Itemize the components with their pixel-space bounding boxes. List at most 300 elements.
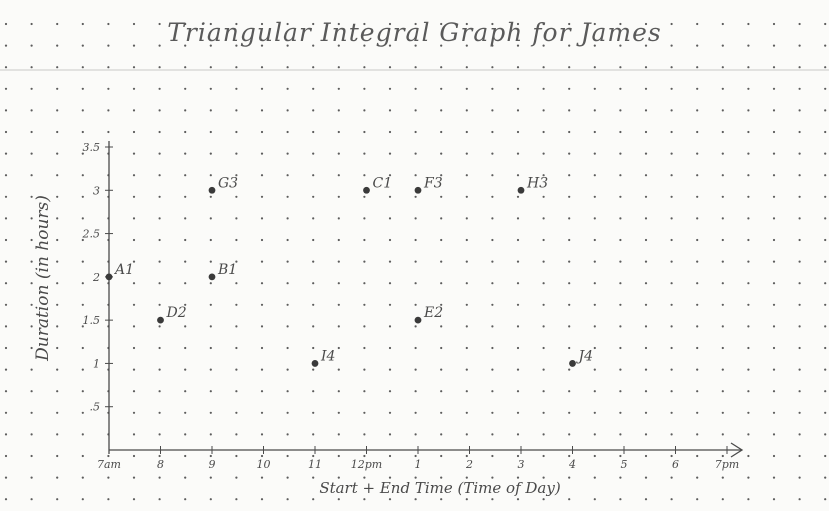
grid-dot bbox=[543, 217, 545, 219]
grid-dot bbox=[56, 433, 58, 435]
grid-dot bbox=[594, 88, 596, 90]
grid-dot bbox=[747, 455, 749, 457]
grid-dot bbox=[287, 217, 289, 219]
grid-dot bbox=[184, 196, 186, 198]
point-label-b1: B1 bbox=[218, 261, 238, 278]
grid-dot bbox=[491, 239, 493, 241]
grid-dot bbox=[722, 131, 724, 133]
grid-dot bbox=[31, 174, 33, 176]
grid-dot bbox=[415, 196, 417, 198]
grid-dot bbox=[543, 369, 545, 371]
grid-dot bbox=[363, 109, 365, 111]
grid-dot bbox=[517, 261, 519, 263]
grid-dot bbox=[287, 347, 289, 349]
grid-dot bbox=[5, 239, 7, 241]
grid-dot bbox=[133, 498, 135, 500]
grid-dot bbox=[338, 88, 340, 90]
grid-dot bbox=[568, 109, 570, 111]
grid-dot bbox=[594, 347, 596, 349]
grid-dot bbox=[261, 369, 263, 371]
x-tick-label: 2 bbox=[466, 458, 473, 471]
grid-dot bbox=[210, 239, 212, 241]
grid-dot bbox=[184, 477, 186, 479]
grid-dot bbox=[696, 66, 698, 68]
grid-dot bbox=[543, 347, 545, 349]
grid-dot bbox=[594, 131, 596, 133]
grid-dot bbox=[645, 109, 647, 111]
grid-dot bbox=[747, 433, 749, 435]
grid-dot bbox=[415, 369, 417, 371]
grid-dot bbox=[440, 390, 442, 392]
grid-dot bbox=[645, 412, 647, 414]
grid-dot bbox=[491, 455, 493, 457]
grid-dot bbox=[5, 282, 7, 284]
grid-dot bbox=[415, 109, 417, 111]
grid-dot bbox=[568, 282, 570, 284]
point-label-e2: E2 bbox=[424, 305, 444, 322]
grid-dot bbox=[645, 239, 647, 241]
grid-dot bbox=[159, 369, 161, 371]
grid-dot bbox=[287, 174, 289, 176]
grid-dot bbox=[747, 153, 749, 155]
grid-dot bbox=[440, 196, 442, 198]
y-tick-label: 2 bbox=[93, 270, 100, 284]
grid-dot bbox=[363, 369, 365, 371]
grid-dot bbox=[235, 325, 237, 327]
grid-dot bbox=[338, 498, 340, 500]
grid-dot bbox=[338, 261, 340, 263]
grid-dot bbox=[645, 433, 647, 435]
grid-dot bbox=[799, 433, 801, 435]
grid-dot bbox=[312, 261, 314, 263]
grid-dot bbox=[287, 433, 289, 435]
grid-dot bbox=[645, 174, 647, 176]
grid-dot bbox=[568, 390, 570, 392]
grid-dot bbox=[312, 153, 314, 155]
grid-dot bbox=[338, 131, 340, 133]
grid-dot bbox=[235, 153, 237, 155]
grid-dot bbox=[466, 88, 468, 90]
grid-dot bbox=[517, 66, 519, 68]
grid-dot bbox=[671, 369, 673, 371]
grid-dot bbox=[440, 455, 442, 457]
grid-dot bbox=[466, 174, 468, 176]
grid-dot bbox=[312, 369, 314, 371]
x-axis-label: Start + End Time (Time of Day) bbox=[319, 479, 561, 497]
grid-dot bbox=[671, 196, 673, 198]
grid-dot bbox=[671, 217, 673, 219]
grid-dot bbox=[31, 131, 33, 133]
grid-dot bbox=[56, 455, 58, 457]
grid-dot bbox=[82, 217, 84, 219]
grid-dot bbox=[184, 66, 186, 68]
grid-dot bbox=[235, 498, 237, 500]
grid-dot bbox=[491, 347, 493, 349]
grid-dot bbox=[799, 282, 801, 284]
grid-dot bbox=[440, 433, 442, 435]
grid-dot bbox=[261, 477, 263, 479]
grid-dot bbox=[671, 455, 673, 457]
grid-dot bbox=[159, 217, 161, 219]
grid-dot bbox=[184, 412, 186, 414]
grid-dot bbox=[389, 131, 391, 133]
grid-dot bbox=[389, 369, 391, 371]
grid-dot bbox=[619, 88, 621, 90]
grid-dot bbox=[671, 282, 673, 284]
grid-dot bbox=[159, 88, 161, 90]
grid-dot bbox=[799, 325, 801, 327]
grid-dot bbox=[82, 66, 84, 68]
x-tick-label: 10 bbox=[256, 458, 271, 471]
grid-dot bbox=[5, 196, 7, 198]
grid-dot bbox=[568, 304, 570, 306]
grid-dot bbox=[619, 196, 621, 198]
grid-dot bbox=[594, 477, 596, 479]
data-point-b1 bbox=[209, 273, 216, 280]
grid-dot bbox=[5, 412, 7, 414]
grid-dot bbox=[338, 369, 340, 371]
grid-dot bbox=[363, 347, 365, 349]
grid-dot bbox=[107, 455, 109, 457]
grid-dot bbox=[184, 261, 186, 263]
grid-dot bbox=[363, 390, 365, 392]
grid-dot bbox=[440, 369, 442, 371]
grid-dot bbox=[747, 369, 749, 371]
grid-dot bbox=[415, 88, 417, 90]
grid-dot bbox=[645, 88, 647, 90]
grid-dot bbox=[671, 66, 673, 68]
grid-dot bbox=[312, 498, 314, 500]
grid-dot bbox=[773, 498, 775, 500]
grid-dot bbox=[491, 261, 493, 263]
grid-dot bbox=[440, 347, 442, 349]
grid-dot bbox=[82, 109, 84, 111]
grid-dot bbox=[722, 498, 724, 500]
grid-dot bbox=[133, 88, 135, 90]
grid-dot bbox=[363, 196, 365, 198]
grid-dot bbox=[235, 369, 237, 371]
grid-dot bbox=[773, 325, 775, 327]
grid-dot bbox=[184, 390, 186, 392]
y-tick-label: .5 bbox=[89, 400, 100, 414]
grid-dot bbox=[619, 153, 621, 155]
grid-dot bbox=[415, 282, 417, 284]
grid-dot bbox=[235, 390, 237, 392]
grid-dot bbox=[338, 239, 340, 241]
grid-dot bbox=[363, 174, 365, 176]
grid-dot bbox=[415, 153, 417, 155]
grid-dot bbox=[184, 282, 186, 284]
grid-dot bbox=[210, 433, 212, 435]
grid-dot bbox=[543, 390, 545, 392]
grid-dot bbox=[363, 325, 365, 327]
grid-dot bbox=[31, 369, 33, 371]
grid-dot bbox=[747, 109, 749, 111]
grid-dot bbox=[517, 109, 519, 111]
grid-dot bbox=[133, 412, 135, 414]
grid-dot bbox=[773, 217, 775, 219]
grid-dot bbox=[287, 412, 289, 414]
grid-dot bbox=[722, 412, 724, 414]
chart-title: Triangular Integral Graph for James bbox=[167, 18, 662, 47]
grid-dot bbox=[210, 304, 212, 306]
grid-dot bbox=[594, 109, 596, 111]
x-tick-label: 7am bbox=[97, 458, 121, 471]
grid-dot bbox=[312, 109, 314, 111]
grid-dot bbox=[5, 498, 7, 500]
grid-dot bbox=[619, 217, 621, 219]
grid-dot bbox=[799, 498, 801, 500]
grid-dot bbox=[466, 390, 468, 392]
grid-dot bbox=[543, 88, 545, 90]
point-label-i4: I4 bbox=[321, 348, 336, 365]
grid-dot bbox=[747, 88, 749, 90]
grid-dot bbox=[594, 390, 596, 392]
grid-dot bbox=[568, 433, 570, 435]
grid-dot bbox=[440, 498, 442, 500]
grid-dot bbox=[287, 261, 289, 263]
grid-dot bbox=[747, 196, 749, 198]
grid-dot bbox=[5, 304, 7, 306]
grid-dot bbox=[415, 412, 417, 414]
grid-dot bbox=[773, 109, 775, 111]
grid-dot bbox=[338, 217, 340, 219]
grid-dot bbox=[722, 261, 724, 263]
grid-dot bbox=[5, 433, 7, 435]
grid-dot bbox=[747, 261, 749, 263]
grid-dot bbox=[363, 498, 365, 500]
grid-dot bbox=[184, 131, 186, 133]
grid-dot bbox=[466, 109, 468, 111]
grid-dot bbox=[184, 153, 186, 155]
grid-dot bbox=[773, 455, 775, 457]
grid-dot bbox=[645, 369, 647, 371]
grid-dot bbox=[619, 369, 621, 371]
grid-dot bbox=[56, 217, 58, 219]
grid-dot bbox=[5, 369, 7, 371]
grid-dot bbox=[799, 88, 801, 90]
grid-dot bbox=[389, 498, 391, 500]
grid-dot bbox=[824, 239, 826, 241]
grid-dot bbox=[82, 412, 84, 414]
grid-dot bbox=[671, 261, 673, 263]
x-tick-label: 1 bbox=[414, 458, 422, 471]
grid-dot bbox=[645, 66, 647, 68]
grid-dot bbox=[415, 174, 417, 176]
grid-dot bbox=[671, 433, 673, 435]
grid-dot bbox=[338, 433, 340, 435]
grid-dot bbox=[696, 196, 698, 198]
grid-dot bbox=[594, 174, 596, 176]
grid-dot bbox=[159, 347, 161, 349]
grid-dot bbox=[517, 174, 519, 176]
grid-dot bbox=[159, 390, 161, 392]
grid-dot bbox=[338, 196, 340, 198]
grid-dot bbox=[363, 261, 365, 263]
grid-dot bbox=[671, 304, 673, 306]
grid-dot bbox=[645, 390, 647, 392]
grid-dot bbox=[133, 369, 135, 371]
grid-dot bbox=[31, 412, 33, 414]
grid-dot bbox=[287, 390, 289, 392]
grid-dot bbox=[594, 325, 596, 327]
grid-dot bbox=[824, 153, 826, 155]
grid-dot bbox=[773, 153, 775, 155]
grid-dot bbox=[619, 239, 621, 241]
grid-dot bbox=[722, 217, 724, 219]
grid-dot bbox=[210, 477, 212, 479]
grid-dot bbox=[568, 153, 570, 155]
grid-dot bbox=[389, 261, 391, 263]
grid-dot bbox=[338, 282, 340, 284]
grid-dot bbox=[31, 455, 33, 457]
grid-dot bbox=[491, 498, 493, 500]
grid-dot bbox=[210, 369, 212, 371]
grid-dot bbox=[261, 433, 263, 435]
grid-dot bbox=[287, 88, 289, 90]
grid-dot bbox=[645, 196, 647, 198]
grid-dot bbox=[287, 153, 289, 155]
grid-dot bbox=[389, 196, 391, 198]
grid-dot bbox=[235, 109, 237, 111]
grid-dot bbox=[56, 477, 58, 479]
grid-dot bbox=[415, 498, 417, 500]
grid-dot bbox=[491, 174, 493, 176]
grid-dot bbox=[389, 304, 391, 306]
grid-dot bbox=[568, 325, 570, 327]
grid-dot bbox=[107, 131, 109, 133]
grid-dot bbox=[440, 217, 442, 219]
grid-dot bbox=[415, 217, 417, 219]
grid-dot bbox=[799, 455, 801, 457]
grid-dot bbox=[287, 325, 289, 327]
grid-dot bbox=[287, 455, 289, 457]
grid-dot bbox=[133, 196, 135, 198]
grid-dot bbox=[491, 66, 493, 68]
grid-dot bbox=[671, 325, 673, 327]
grid-dot bbox=[82, 261, 84, 263]
grid-dot bbox=[696, 477, 698, 479]
grid-dot bbox=[184, 498, 186, 500]
grid-dot bbox=[491, 369, 493, 371]
grid-dot bbox=[824, 282, 826, 284]
grid-dot bbox=[799, 369, 801, 371]
grid-dot bbox=[261, 282, 263, 284]
grid-dot bbox=[133, 455, 135, 457]
grid-dot bbox=[5, 131, 7, 133]
grid-dot bbox=[159, 261, 161, 263]
grid-dot bbox=[235, 477, 237, 479]
grid-dot bbox=[82, 455, 84, 457]
grid-dot bbox=[799, 390, 801, 392]
grid-dot bbox=[671, 477, 673, 479]
grid-dot bbox=[261, 88, 263, 90]
grid-dot bbox=[235, 196, 237, 198]
grid-dot bbox=[747, 347, 749, 349]
grid-dot bbox=[210, 66, 212, 68]
grid-dot bbox=[568, 66, 570, 68]
grid-dot bbox=[799, 174, 801, 176]
grid-dot bbox=[696, 369, 698, 371]
grid-dot bbox=[466, 66, 468, 68]
grid-dot bbox=[491, 304, 493, 306]
grid-dot bbox=[56, 66, 58, 68]
grid-dot bbox=[773, 174, 775, 176]
grid-dot bbox=[5, 347, 7, 349]
grid-dot bbox=[696, 347, 698, 349]
grid-dot bbox=[799, 153, 801, 155]
grid-dot bbox=[722, 109, 724, 111]
grid-dot bbox=[722, 477, 724, 479]
grid-dot bbox=[133, 217, 135, 219]
grid-dot bbox=[517, 153, 519, 155]
grid-dot bbox=[747, 325, 749, 327]
grid-dot bbox=[722, 196, 724, 198]
grid-dot bbox=[312, 88, 314, 90]
grid-dot bbox=[31, 88, 33, 90]
grid-dot bbox=[261, 66, 263, 68]
grid-dot bbox=[5, 66, 7, 68]
grid-dot bbox=[722, 347, 724, 349]
grid-dot bbox=[517, 455, 519, 457]
grid-dot bbox=[568, 412, 570, 414]
y-tick-label: 1 bbox=[93, 357, 100, 371]
grid-dot bbox=[696, 261, 698, 263]
grid-dot bbox=[5, 109, 7, 111]
grid-dot bbox=[338, 66, 340, 68]
grid-dot bbox=[773, 66, 775, 68]
grid-dot bbox=[82, 88, 84, 90]
grid-dot bbox=[824, 304, 826, 306]
grid-dot bbox=[363, 282, 365, 284]
grid-dot bbox=[440, 131, 442, 133]
grid-dot bbox=[824, 477, 826, 479]
data-points bbox=[106, 175, 593, 367]
point-label-c1: C1 bbox=[372, 175, 393, 192]
grid-dot bbox=[184, 217, 186, 219]
grid-dot bbox=[773, 477, 775, 479]
grid-dot bbox=[287, 304, 289, 306]
x-tick-label: 4 bbox=[569, 458, 576, 471]
grid-dot bbox=[440, 66, 442, 68]
grid-dot bbox=[645, 217, 647, 219]
grid-dot bbox=[517, 282, 519, 284]
grid-dot bbox=[671, 239, 673, 241]
grid-dot bbox=[261, 196, 263, 198]
grid-dot bbox=[312, 131, 314, 133]
grid-dot bbox=[619, 412, 621, 414]
grid-dot bbox=[594, 304, 596, 306]
grid-dot bbox=[466, 412, 468, 414]
grid-dot bbox=[56, 369, 58, 371]
grid-dot bbox=[389, 153, 391, 155]
grid-dot bbox=[133, 304, 135, 306]
grid-dot bbox=[543, 498, 545, 500]
grid-dot bbox=[696, 109, 698, 111]
grid-dot bbox=[696, 282, 698, 284]
grid-dot bbox=[415, 390, 417, 392]
grid-dot bbox=[133, 109, 135, 111]
grid-dot bbox=[543, 412, 545, 414]
grid-dot bbox=[722, 390, 724, 392]
grid-dot bbox=[312, 174, 314, 176]
grid-dot bbox=[261, 498, 263, 500]
grid-dot bbox=[619, 347, 621, 349]
grid-dot bbox=[82, 131, 84, 133]
grid-dot bbox=[184, 174, 186, 176]
grid-dot bbox=[517, 325, 519, 327]
grid-dot bbox=[261, 455, 263, 457]
